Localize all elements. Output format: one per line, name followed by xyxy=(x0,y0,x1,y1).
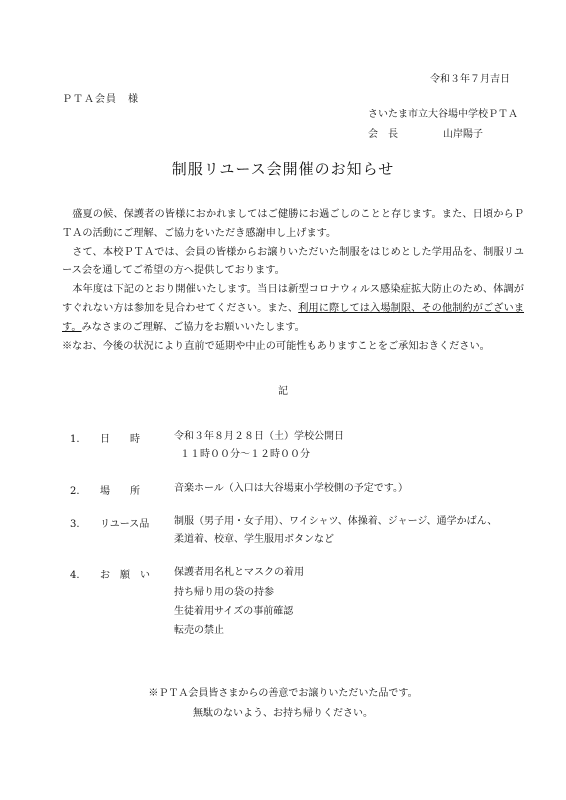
item-4-value-3: 生徒着用サイズの事前確認 xyxy=(174,606,294,617)
footer-line-1: ※ＰＴＡ会員皆さまからの善意でお譲りいただいた品です。 xyxy=(148,688,418,699)
item-2-number: 2. xyxy=(70,486,80,497)
sender-school: さいたま市立大谷場中学校ＰＴＡ xyxy=(368,109,518,120)
item-3-number: 3. xyxy=(70,519,80,530)
body-text xyxy=(62,206,524,356)
document-title: 制服リユース会開催のお知らせ xyxy=(171,160,395,178)
paragraph-2: さて、本校ＰＴＡでは、会員の皆様からお譲りいただいた制服をはじめとした学用品を、制服リユース会を通してご希望の方へ提供しております。 xyxy=(62,246,524,277)
ki-heading: 記 xyxy=(278,386,288,397)
item-1-value-1: 令和３年８月２８日（土）学校公開日 xyxy=(174,431,344,442)
item-4-label: お 願 い xyxy=(100,570,150,581)
item-3-value-1: 制服（男子用・女子用）、ワイシャツ、体操着、ジャージ、通学かばん、 xyxy=(174,516,498,527)
paragraph-3 xyxy=(62,281,524,337)
item-3-heading xyxy=(70,515,172,530)
sender-role-2: 長 xyxy=(388,129,398,140)
item-4-value-2: 持ち帰り用の袋の持参 xyxy=(174,587,274,598)
item-2-label: 場 所 xyxy=(100,486,140,497)
item-4-heading xyxy=(70,566,172,581)
paragraph-3-b: みなさまのご理解、ご協力をお願いいたします。 xyxy=(81,321,305,333)
item-4-value-4: 転売の禁止 xyxy=(174,625,224,636)
sender-name: 山岸陽子 xyxy=(443,129,483,140)
paragraph-3-underlined: 利用に際しては入場制限、その他制約がございます。 xyxy=(62,302,525,333)
item-2-heading xyxy=(70,482,172,497)
sender xyxy=(368,125,483,140)
item-4-value-1: 保護者用名札とマスクの着用 xyxy=(174,567,304,578)
paragraph-1: 盛夏の候、保護者の皆様におかれましてはご健勝にお過ごしのことと存じます。また、日頃からＰＴＡの活動にご理解、ご協力をいただき感謝申し上げます。 xyxy=(62,209,524,239)
item-1-number: 1. xyxy=(70,434,80,445)
item-4-number: 4. xyxy=(70,570,80,581)
item-1-label: 日 時 xyxy=(100,434,140,445)
paragraph-note: ※なお、今後の状況により直前で延期や中止の可能性もありますことをご承知おきください。 xyxy=(62,340,490,352)
item-2-value-1: 音楽ホール（入口は大谷場東小学校側の予定です。） xyxy=(174,483,408,494)
paragraph-3-a: 本年度は下記のとおり開催いたします。当日は新型コロナウィルス感染症拡大防止のため、体調がすぐれない方は参加を見合わせてください。また、 xyxy=(62,284,524,314)
item-3-value-2: 柔道着、校章、学生服用ボタンなど xyxy=(174,534,334,545)
sender-role-1: 会 xyxy=(368,129,378,140)
item-1-heading xyxy=(70,430,172,445)
item-3-label: リユース品 xyxy=(100,519,150,530)
footer-line-2: 無駄のないよう、お持ち帰りください。 xyxy=(193,708,373,719)
recipient: ＰＴＡ会員 様 xyxy=(62,94,139,105)
document-date: 令和３年７月吉日 xyxy=(430,74,510,85)
item-1-value-2: １１時００分～１２時００分 xyxy=(180,449,310,460)
